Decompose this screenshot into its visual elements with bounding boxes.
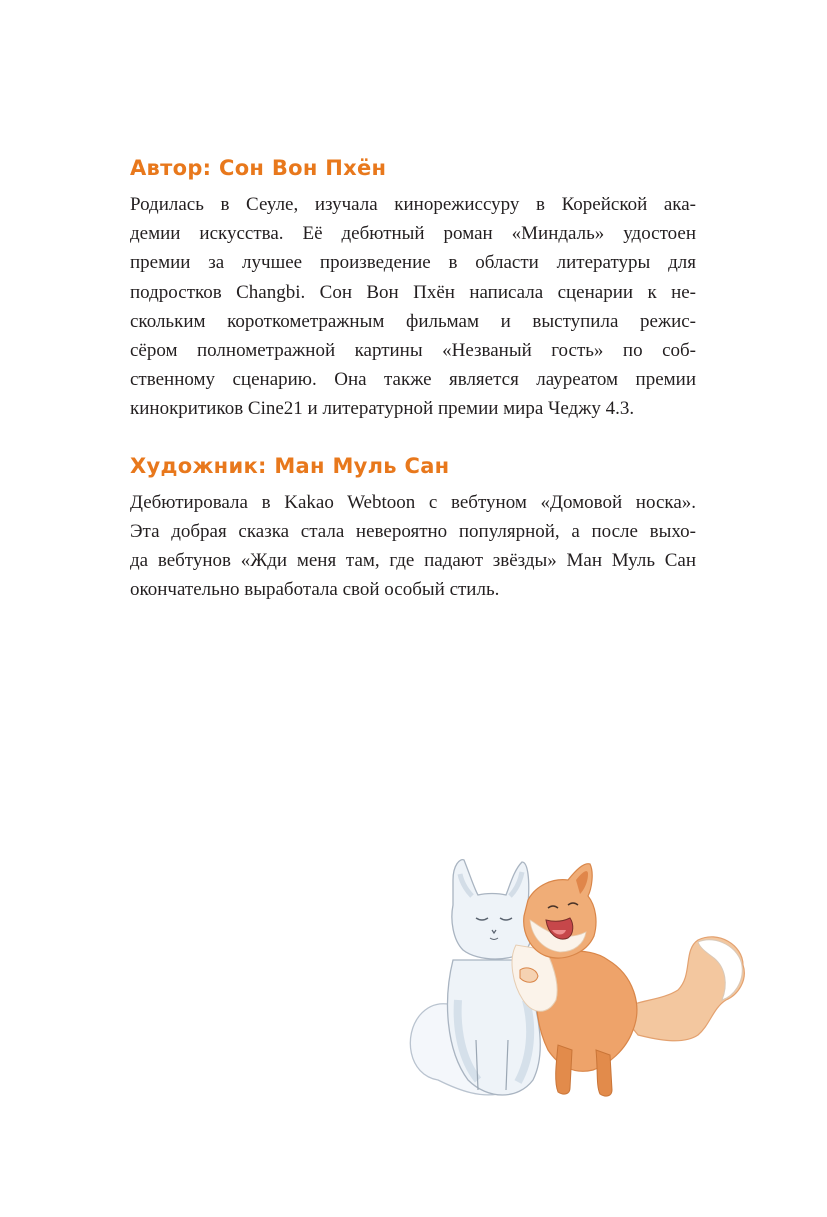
artist-bio-line: Дебютировала в Kakao Webtoon с вебтуном «Домовой носка».	[130, 491, 696, 513]
artist-bio-line: Эта добрая сказка стала невероятно популярной, а после выхо-	[130, 520, 696, 542]
author-section	[130, 152, 696, 424]
artist-bio-line: да вебтунов «Жди меня там, где падают звёзды» Ман Муль Сан	[130, 550, 696, 572]
author-bio-line: сёром полнометражной картины «Незваный гость» по соб-	[130, 340, 696, 362]
author-heading: Автор: Сон Вон Пхён	[130, 156, 387, 180]
author-bio-line: подростков Changbi. Сон Вон Пхён написала сценарии к не-	[130, 281, 696, 303]
artist-bio	[130, 488, 696, 605]
author-bio-line: скольким короткометражным фильмам и выступила режис-	[130, 310, 696, 332]
two-foxes-icon	[398, 850, 758, 1110]
artist-heading: Художник: Ман Муль Сан	[130, 453, 450, 478]
section-divider	[130, 424, 696, 450]
author-bio	[130, 190, 696, 424]
about-creators	[130, 152, 696, 604]
artist-bio-line: окончательно выработала свой особый стиль.	[130, 579, 500, 601]
author-bio-line: кинокритиков Cine21 и литературной премии мира Чеджу 4.3.	[130, 398, 635, 420]
artist-section	[130, 450, 696, 605]
author-bio-line: Родилась в Сеуле, изучала кинорежиссуру в Корейской ака-	[130, 194, 696, 215]
author-bio-line: ственному сценарию. Она также является лауреатом премии	[130, 369, 696, 391]
author-bio-line: премии за лучшее произведение в области литературы для	[130, 252, 696, 274]
author-bio-line: демии искусства. Её дебютный роман «Миндаль» удостоен	[130, 223, 696, 245]
